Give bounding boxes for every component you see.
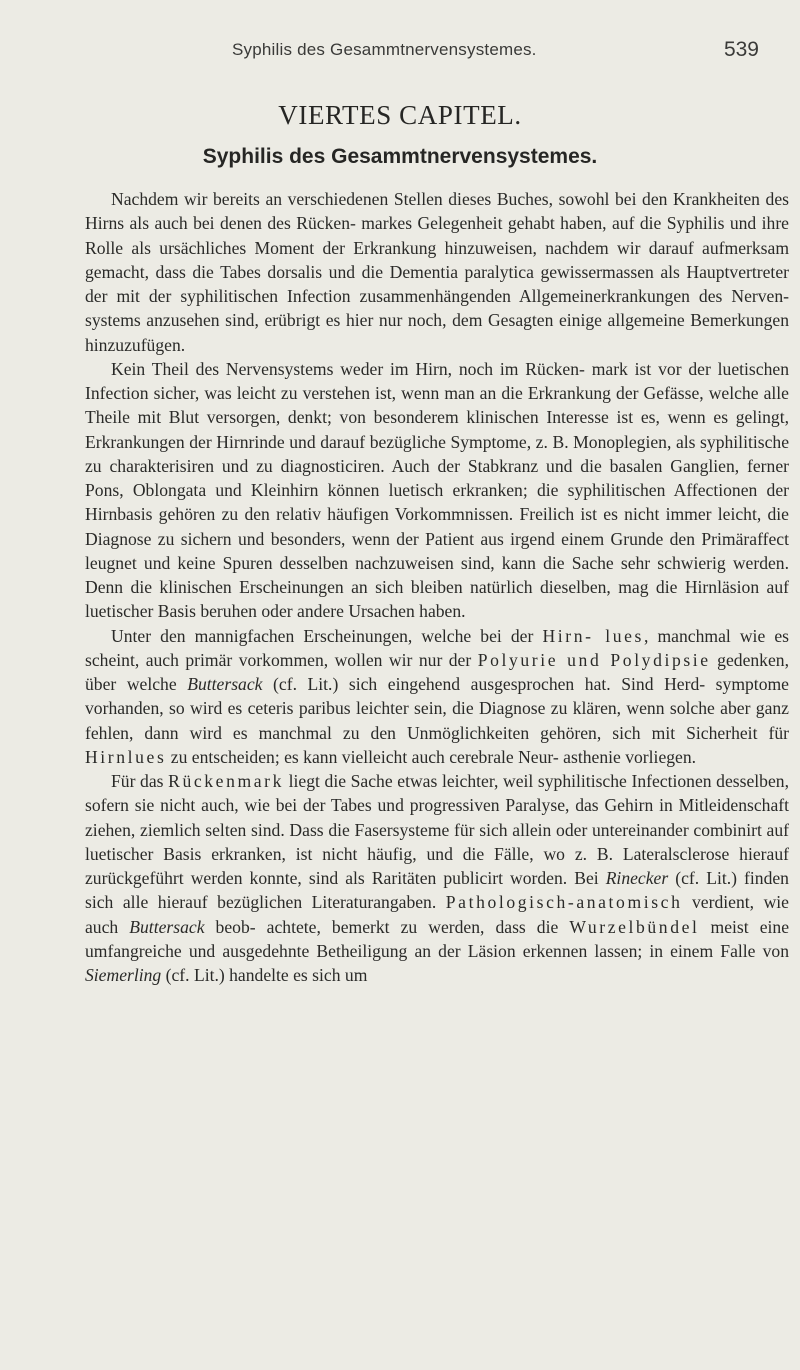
page-number: 539 bbox=[723, 38, 759, 61]
running-head bbox=[0, 40, 800, 70]
text-run: zu entscheiden; es kann vielleicht auch cerebrale Neur- asthenie vorliegen. bbox=[166, 746, 697, 767]
paragraph-3 bbox=[85, 624, 789, 770]
text-run: gedenken, über welche bbox=[85, 649, 789, 694]
author-name: Siemerling bbox=[85, 965, 162, 985]
author-name: Buttersack bbox=[187, 674, 263, 694]
spaced-term: Hirn- lues bbox=[542, 625, 644, 646]
spaced-term: Hirnlues bbox=[85, 746, 167, 767]
body-text bbox=[85, 187, 789, 987]
spaced-term: Polyurie und Polydipsie bbox=[477, 649, 711, 670]
text-run: , manchmal wie es scheint, auch primär vorkommen, wollen wir nur der bbox=[85, 625, 789, 670]
chapter-heading: VIERTES CAPITEL. bbox=[278, 100, 522, 130]
text-run: Unter den mannigfachen Erscheinungen, welche bei der bbox=[111, 625, 543, 646]
text-run: liegt die Sache etwas leichter, weil syphilitische Infectionen desselben, sofern sie nicht auch, wie bei der Tabes und progressiven Paralyse, das Gehirn in Mitleidenschaft ziehen, ziemlich selten sind. Dass die Fasersysteme für sich allein oder untereinander combinirt auf luetischer Basis erkranken, ist nicht häufig, und die Fälle, wo z. B. Lateralsclerose hierauf zurückgeführt werden konnte, sind als Raritäten publicirt worden. Bei bbox=[85, 771, 789, 888]
text-run: meist eine umfangreiche und ausgedehnte Betheiligung an der Läsion erkennen lassen; in einem Falle von bbox=[85, 916, 790, 961]
text-run: beob- achtete, bemerkt zu werden, dass die bbox=[204, 916, 570, 937]
text-run: (cf. Lit.) sich eingehend ausgesprochen hat. Sind Herd- symptome vorhanden, so wird es ceteris paribus leichter sein, die Diagnose zu klären, wenn solche aber ganz fehlen, dann wird es manchmal zu den Unmöglichkeiten gehören, sich mit Sicherheit für bbox=[85, 674, 789, 743]
author-name: Rinecker bbox=[605, 868, 669, 888]
running-title: Syphilis des Gesammtnervensystemes. bbox=[232, 40, 537, 59]
author-name: Buttersack bbox=[129, 916, 205, 937]
paragraph-2: Kein Theil des Nervensystems weder im Hirn, noch im Rücken- mark ist vor der luetischen Infection sicher, was leicht zu verstehen ist, wenn man an die Erkrankung der Gefässe, welche alle Theile mit Blut versorgen, denkt; von besonderem klinischen Interesse ist es, wenn es gelingt, Erkrankungen der Hirnrinde und darauf bezügliche Symptome, z. B. Monoplegien, als syphilitische zu charakterisiren und zu diagnosticiren. Auch der Stabkranz und die basalen Ganglien, ferner Pons, Oblongata und Kleinhirn können luetisch erkranken; die syphilitischen Affectionen der Hirnbasis gehören zu den relativ häufigen Vorkommnissen. Freilich ist es nicht immer leicht, die Diagnose zu sichern und besonders, wenn der Patient aus irgend einem Grunde den Primäraffect leugnet und keine Spuren desselben nachzuweisen sind, kann die Sache sehr schwierig werden. Denn die klinischen Erscheinungen an sich bleiben natürlich dieselben, mag die Hirnläsion auf luetischer Basis beruhen oder andere Ursachen haben. bbox=[85, 358, 789, 622]
spaced-term: Wurzelbündel bbox=[569, 916, 700, 937]
spaced-term: Pathologisch-anatomisch bbox=[445, 892, 683, 913]
text-run: verdient, wie auch bbox=[85, 892, 789, 937]
text-run: Für das bbox=[111, 771, 169, 791]
paragraph-4 bbox=[85, 769, 789, 987]
paragraph-1: Nachdem wir bereits an verschiedenen Stellen dieses Buches, sowohl bei den Krankheiten des Hirns als auch bei denen des Rücken- markes Gelegenheit gehabt haben, auf die Syphilis und ihre Rolle als ursächliches Moment der Erkrankung hinzuweisen, nachdem wir darauf aufmerksam gemacht, dass die Tabes dorsalis und die Dementia paralytica gewissermassen als Hauptvertreter der mit der syphilitischen Infection zusammenhängenden Allgemeinerkrankungen des Nerven- systems anzusehen sind, erübrigt es hier nur noch, dem Gesagten einige allgemeine Bemerkungen hinzuzufügen. bbox=[85, 189, 789, 355]
section-heading: Syphilis des Gesammtnervensystemes. bbox=[202, 145, 598, 168]
spaced-term: Rückenmark bbox=[168, 771, 285, 791]
text-run: (cf. Lit.) finden sich alle hierauf bezüglichen Literaturangaben. bbox=[85, 868, 789, 913]
text-run: (cf. Lit.) handelte es sich um bbox=[161, 965, 368, 985]
